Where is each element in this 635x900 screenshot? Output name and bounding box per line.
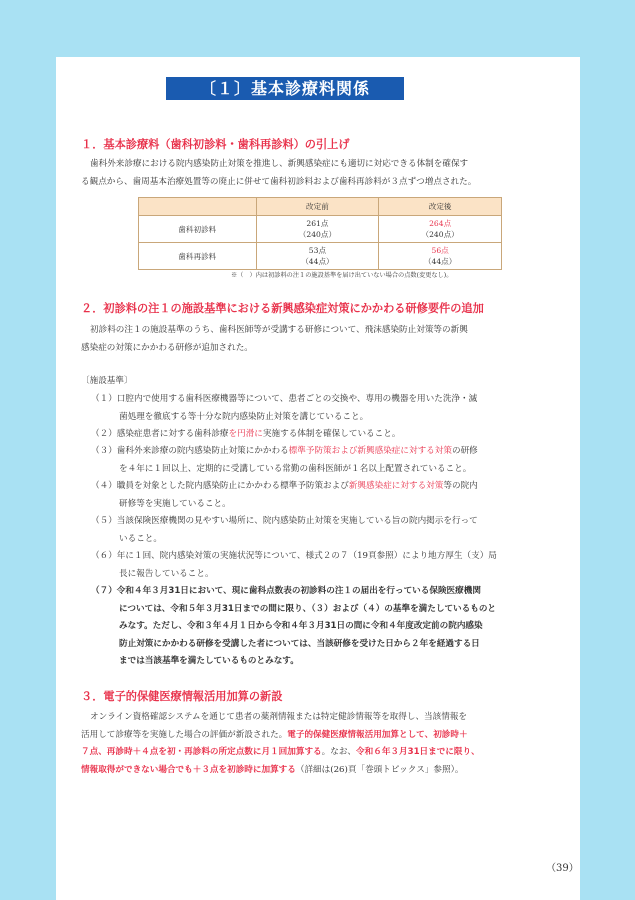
text-run: 活用して診療等を実施した場合の評価が新設された。 [81,729,288,740]
criteria-line: 長に報告していること。 [119,568,214,579]
value-before [256,243,379,270]
table-header-cell: 改定前 [256,198,379,216]
text-run: の研修 [451,446,478,456]
value-after-main: 56点 [431,246,449,255]
criteria-line: までは当該基準を満たしているものとみなす。 [119,656,299,666]
text-run: 実施する体制を確保していること。 [262,429,401,439]
criteria-line: 研修等を実施していること。 [119,498,231,509]
fee-table [138,197,502,270]
criteria-line: 菌処理を徹底する等十分な院内感染防止対策を講じていること。 [119,411,369,422]
chapter-title: 〔１〕基本診療料関係 [166,77,404,100]
text-run-highlight: 標準予防策および新興感染症に対する対策 [288,446,452,456]
value-after-main: 264点 [429,219,452,228]
text-run-highlight: 情報取得ができない場合でも＋３点を初診時に加算する [81,764,296,775]
text-run-highlight: 電子的保健医療情報活用加算として、初診時＋ [287,729,468,740]
text-run: （詳細は(26)頁「巻頭トピックス」参照）。 [295,764,464,775]
text-run: 等の院内 [443,481,478,491]
value-after-sub: （240点） [421,230,459,239]
text-run-highlight: 令和６年３月31日までに限り、 [356,747,480,757]
table-row [139,216,502,243]
criteria-item-1 [91,391,561,426]
table-row [139,243,502,270]
criteria-line: （１）口腔内で使用する歯科医療機器等について、患者ごとの交換や、専用の機器を用いた洗浄・滅 [91,394,478,404]
section-1-body-line: 歯科外来診療における院内感染防止対策を推進し、新興感染症にも適切に対応できる体制を確保す [90,159,469,169]
criteria-line: については、令和５年３月31日までの間に限り、（３）および（４）の基準を満たしているものと [119,603,497,614]
table-header-row [139,198,502,216]
text-run: （４）職員を対象とした院内感染防止にかかわる標準予防策および [91,481,349,491]
text-run: （３）歯科外来診療の院内感染防止対策にかかわる [91,446,289,456]
criteria-item-2 [91,426,561,444]
criteria-line: を４年に１回以上、定期的に受講している常勤の歯科医師が１名以上配置されていること。 [119,463,472,474]
criteria-line: 防止対策にかかわる研修を受講した者については、当該研修を受けた日から２年を経過する日 [119,638,480,649]
row-label: 歯科再診料 [139,243,257,270]
criteria-line [91,443,561,461]
text-run: （２）感染症患者に対する歯科診療 [91,429,229,439]
criteria-line: いること。 [119,533,162,544]
section-2-body [81,322,559,357]
criteria-line: （６）年に１回、院内感染対策の実施状況等について、様式２の７（19頁参照）により地方厚生（支）局 [91,551,497,561]
criteria-line: （５）当該保険医療機関の見やすい場所に、院内感染防止対策を実施している旨の院内掲示を行って [91,516,478,526]
section-3-body [81,709,559,779]
section-3-body-line [81,762,559,780]
table-note: ※（ ）内は初診料の注１の施設基準を届け出ていない場合の点数(変更なし)。 [231,272,453,279]
criteria-item-5 [91,513,561,548]
criteria-heading: 〔施設基準〕 [81,376,133,386]
value-before-main: 53点 [308,246,327,255]
criteria-line: みなす。ただし、令和３年４月１日から令和４年３月31日の間に令和４年度改定前の院内感染 [119,621,483,631]
criteria-line: （７）令和４年３月31日において、現に歯科点数表の初診料の注１の届出を行っている保険医療機関 [91,586,481,596]
page-number: （39） [546,863,579,874]
section-3-body-line [81,727,559,745]
value-before-main: 261点 [306,219,329,228]
table-header-cell [139,198,257,216]
criteria-item-6 [91,548,561,583]
text-run-highlight: を円滑に [228,429,263,439]
criteria-line [91,426,561,444]
text-run-highlight: 新興感染症に対する対策 [348,481,444,491]
text-run-highlight: ７点、再診時＋４点を初・再診料の所定点数に月１回加算する [81,747,322,757]
value-after [379,216,502,243]
section-3-heading: ３．電子的保健医療情報活用加算の新設 [81,690,283,703]
value-before [256,216,379,243]
value-after-sub: （44点） [423,257,457,266]
criteria-item-7 [91,583,561,671]
section-1-heading: １．基本診療料（歯科初診料・歯科再診料）の引上げ [81,138,350,151]
section-2-heading: ２．初診料の注１の施設基準における新興感染症対策にかかわる研修要件の追加 [81,302,484,315]
section-2-body-line: 感染症の対策にかかわる研修が追加された。 [81,342,253,353]
row-label: 歯科初診料 [139,216,257,243]
table-header-cell: 改定後 [379,198,502,216]
section-1-body-line: る観点から、歯周基本治療処置等の廃止に併せて歯科初診料および歯科再診料が３点ずつ増点された。 [81,176,477,187]
value-before-sub: （240点） [298,230,337,239]
criteria-item-3 [91,443,561,478]
section-2-body-line: 初診料の注１の施設基準のうち、歯科医師等が受講する研修について、飛沫感染防止対策等の新興 [90,325,468,335]
criteria-line [91,478,561,496]
value-after [379,243,502,270]
value-before-sub: （44点） [301,257,334,266]
document-page [56,57,580,900]
section-3-body-line [81,744,559,762]
section-3-body-line: オンライン資格確認システムを通じて患者の薬剤情報または特定健診情報等を取得し、当該情報を [90,712,468,722]
section-1-body [81,156,559,191]
text-run: 。なお、 [321,747,357,757]
criteria-item-4 [91,478,561,513]
